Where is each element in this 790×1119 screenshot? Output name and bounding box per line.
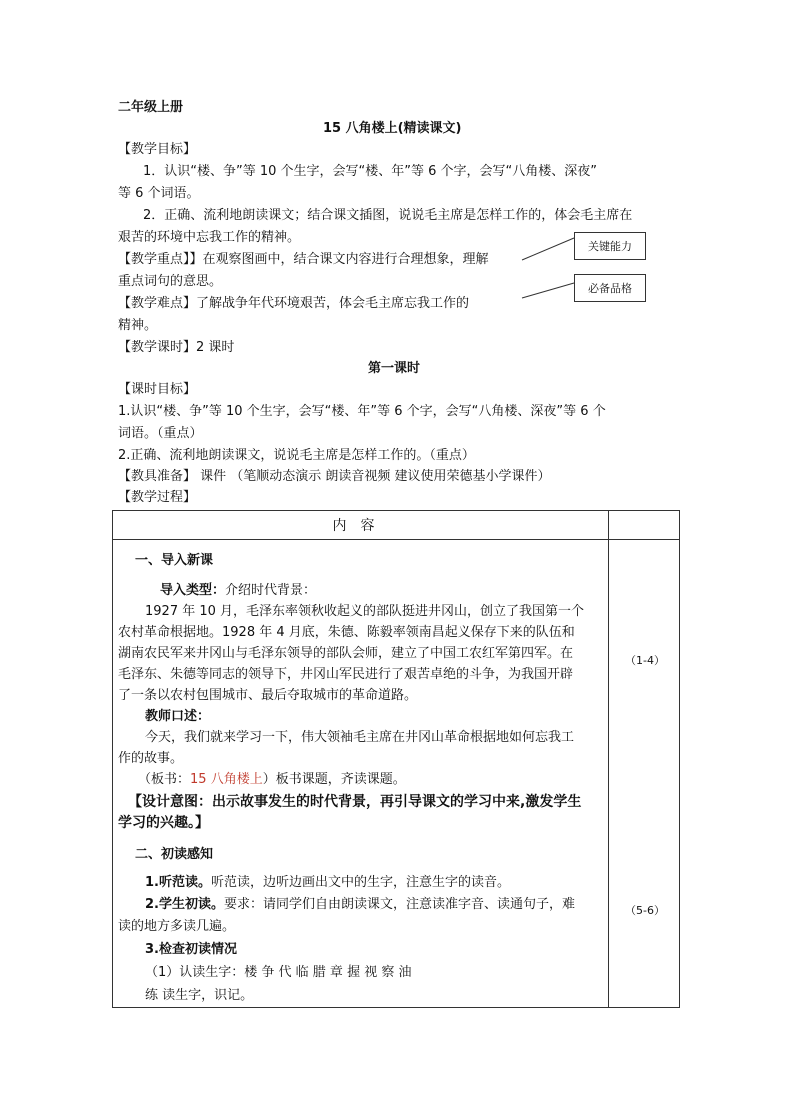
intro-type-line [160,582,316,600]
teacher-narration-line1: 今天，我们就来学习一下，伟大领袖毛主席在井冈山革命根据地如何忘我工 [145,730,575,745]
lesson-goal-2: 2.正确、流利地朗读课文，说说毛主席是怎样工作的。（重点） [118,448,475,463]
key-points-line1 [118,251,489,269]
check-reading-label: 3.检查初读情况 [145,942,237,957]
class-hours: 【教学课时】2 课时 [118,340,235,355]
intro-para-line4: 毛泽东、朱德等同志的领导下，井冈山军民进行了艰苦卓绝的斗争，为我国开辟 [118,667,574,682]
objective-1-line1: 1．认识“楼、争”等 10 个生字，会写“楼、年”等 6 个字，会写“八角楼、深夜” [143,164,598,179]
intro-para-line1: 1927 年 10 月，毛泽东率领秋收起义的部队挺进井冈山，创立了我国第一个 [145,604,585,619]
difficult-points-line2: 精神。 [118,318,158,333]
listen-text: 听范读，边听边画出文中的生字，注意生字的读音。 [210,875,510,890]
key-points-label: 【教学重点】 [118,252,190,267]
objective-2-line2: 艰苦的环境中忘我工作的精神。 [118,230,301,245]
student-reading-text: 要求：请同学们自由朗读课文，注意读准字音、读通句子，难 [223,897,575,912]
board-prefix: （板书： [138,772,191,787]
callout-key-ability [574,232,646,260]
difficult-points-line1 [118,295,469,313]
key-points-text: 】在观察图画中，结合课文内容进行合理想象，理解 [189,252,489,267]
section-1-title: 一、导入新课 [135,553,214,568]
page-title: 15 八角楼上(精读课文) [323,121,462,136]
intro-para-line2: 农村革命根据地。1928 年 4 月底，朱德、陈毅率领南昌起义保存下来的队伍和 [118,625,575,640]
design-intent-line1: 【设计意图：出示故事发生的时代背景，再引导课文的学习中来,激发学生 [128,794,582,810]
check-item-1: （1）认读生字：楼 争 代 临 腊 章 握 视 察 油 [145,965,412,980]
lesson-goal-heading: 【课时目标】 [118,382,197,397]
student-reading-line1 [145,896,575,914]
callout-line-1 [522,238,574,260]
side-label-1: （1-4） [625,654,665,667]
callout-key-ability-label: 关键能力 [588,240,632,253]
table-header-side [609,511,680,540]
board-writing-line [138,771,406,789]
board-title: 15 八角楼上 [190,772,263,787]
objectives-heading: 【教学目标】 [118,142,197,157]
lesson-goal-1-line1: 1.认识“楼、争”等 10 个生字，会写“楼、年”等 6 个字，会写“八角楼、深夜”等 6 个 [118,404,606,419]
grade-label: 二年级上册 [118,100,184,115]
listen-label: 1.听范读。 [145,875,211,890]
callout-essential-character [574,274,646,302]
side-cell [609,540,680,1008]
process-heading: 【教学过程】 [118,490,197,505]
check-item-2: 练 读生字，识记。 [145,988,254,1003]
intro-type-value: 介绍时代背景： [225,583,317,598]
intro-type-label: 导入类型： [160,583,226,598]
table-header-content: 内容 [113,511,609,540]
callout-connectors [520,228,580,308]
teacher-narration-line2: 作的故事。 [118,751,184,766]
board-suffix: ）板书课题，齐读课题。 [262,772,406,787]
section-2-title: 二、初读感知 [135,847,214,862]
lesson-title: 第一课时 [368,361,421,376]
callout-line-2 [522,283,574,298]
objective-1-line2: 等 6 个词语。 [118,186,200,201]
teaching-aids: 【教具准备】 课件 （笔顺动态演示 朗读音视频 建议使用荣德基小学课件） [118,469,551,484]
student-reading-line2: 读的地方多读几遍。 [118,919,236,934]
intro-para-line5: 了一条以农村包围城市、最后夺取城市的革命道路。 [118,688,418,703]
teacher-narration-label: 教师口述： [145,709,211,724]
listen-line [145,874,510,892]
lesson-goal-1-line2: 词语。（重点） [118,426,203,441]
difficult-points-text: 了解战争年代环境艰苦，体会毛主席忘我工作的 [196,296,470,311]
side-label-2: （5-6） [625,904,665,917]
student-reading-label: 2.学生初读。 [145,897,224,912]
design-intent-line2: 学习的兴趣。】 [118,815,209,831]
difficult-points-label: 【教学难点】 [118,296,197,311]
intro-para-line3: 湖南农民军来井冈山与毛泽东领导的部队会师，建立了中国工农红军第四军。在 [118,646,574,661]
objective-2-line1: 2．正确、流利地朗读课文；结合课文插图，说说毛主席是怎样工作的，体会毛主席在 [143,208,633,223]
key-points-line2: 重点词句的意思。 [118,274,223,289]
callout-essential-character-label: 必备品格 [588,282,632,295]
